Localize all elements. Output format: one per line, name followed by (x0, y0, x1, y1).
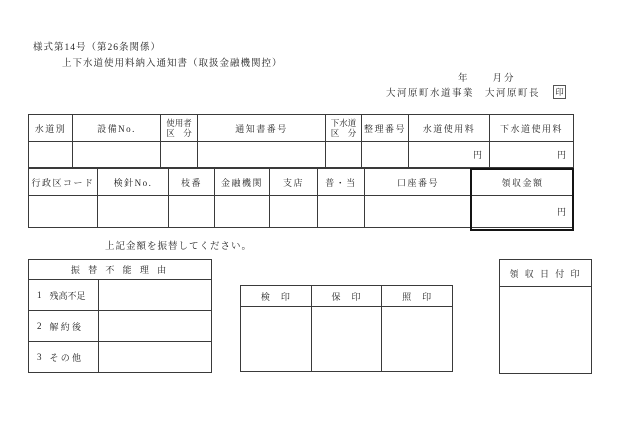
cell-water-type (29, 142, 73, 168)
header-user-class-line1: 使用者 (166, 117, 192, 128)
header-water-type: 水道別 (29, 115, 73, 142)
issuer-line: 大河原町水道事業 大河原町長 (386, 89, 541, 99)
receipt-date-stamp-title: 領 収 日 付 印 (500, 260, 591, 287)
check-seal-area (241, 307, 311, 371)
transfer-instruction: 上記金額を振替してください。 (105, 242, 253, 252)
cell-sewer-fee-yen: 円 (490, 142, 574, 168)
reason-blank-3 (99, 342, 211, 372)
header-user-class (161, 115, 198, 142)
cell-district-code (29, 196, 98, 228)
header-branch-no: 枝番 (169, 169, 215, 196)
header-notice-no: 通知書番号 (198, 115, 326, 142)
reason-label-2 (29, 311, 99, 341)
check-seal-column (241, 286, 312, 371)
keep-seal-header: 保 印 (312, 286, 382, 307)
cell-bank (215, 196, 270, 228)
header-account-no: 口座番号 (365, 169, 472, 196)
fee-table-value-row (29, 142, 574, 168)
header-bank-branch: 支店 (270, 169, 318, 196)
usage-fee-table (28, 114, 574, 168)
header-user-class-line2: 区 分 (166, 128, 192, 138)
form-number: 様式第14号（第26条関係） (33, 43, 162, 53)
header-sewer-class (326, 115, 362, 142)
verify-seal-header: 照 印 (382, 286, 452, 307)
receipt-date-stamp-area (500, 287, 591, 373)
header-equipment-no: 設備No. (73, 115, 161, 142)
keep-seal-column (312, 286, 383, 371)
header-account-type: 普・当 (318, 169, 365, 196)
reason-number-1: 1 (37, 290, 42, 300)
header-water-fee: 水道使用料 (409, 115, 490, 142)
reason-blank-1 (99, 280, 211, 310)
fee-table-header-row (29, 115, 574, 142)
mayor-seal-box (553, 85, 566, 99)
header-meter-no: 検針No. (98, 169, 169, 196)
check-seal-header: 検 印 (241, 286, 311, 307)
header-sewer-class-line1: 下水道 (330, 117, 357, 128)
cell-equipment-no (73, 142, 161, 168)
period-label: 年 月分 (458, 74, 516, 84)
verify-seal-column (382, 286, 452, 371)
header-bank: 金融機関 (215, 169, 270, 196)
account-table (28, 168, 574, 228)
account-table-value-row (29, 196, 574, 228)
cell-bank-branch (270, 196, 318, 228)
reason-text-3: そ の 他 (49, 352, 82, 363)
header-sewer-class-line2: 区 分 (330, 128, 357, 138)
reason-box-title: 振 替 不 能 理 由 (29, 260, 211, 280)
approval-stamps-box (240, 285, 453, 372)
reason-row-2 (29, 311, 211, 342)
reason-row-1 (29, 280, 211, 311)
reason-label-1 (29, 280, 99, 310)
cell-receipt-amount-yen: 円 (472, 196, 574, 228)
receipt-date-stamp-box (499, 259, 592, 374)
seal-character: 印 (555, 87, 564, 97)
header-ref-no: 整理番号 (362, 115, 409, 142)
cell-notice-no (198, 142, 326, 168)
account-table-header-row (29, 169, 574, 196)
reason-row-3 (29, 342, 211, 372)
cell-account-type (318, 196, 365, 228)
reason-text-2: 解 約 後 (49, 321, 82, 332)
reason-number-2: 2 (37, 321, 42, 331)
form-title: 上下水道使用料納入通知書（取扱金融機関控） (62, 59, 283, 69)
reason-blank-2 (99, 311, 211, 341)
transfer-failure-reason-box (28, 259, 212, 373)
header-sewer-fee: 下水道使用料 (490, 115, 574, 142)
reason-number-3: 3 (37, 352, 42, 362)
cell-water-fee-yen: 円 (409, 142, 490, 168)
header-district-code: 行政区コード (29, 169, 98, 196)
cell-meter-no (98, 196, 169, 228)
cell-ref-no (362, 142, 409, 168)
header-receipt-amount: 領収金額 (472, 169, 574, 196)
cell-sewer-class (326, 142, 362, 168)
keep-seal-area (312, 307, 382, 371)
verify-seal-area (382, 307, 452, 371)
cell-branch-no (169, 196, 215, 228)
cell-account-no (365, 196, 472, 228)
reason-label-3 (29, 342, 99, 372)
reason-text-1: 残高不足 (49, 290, 86, 301)
cell-user-class (161, 142, 198, 168)
